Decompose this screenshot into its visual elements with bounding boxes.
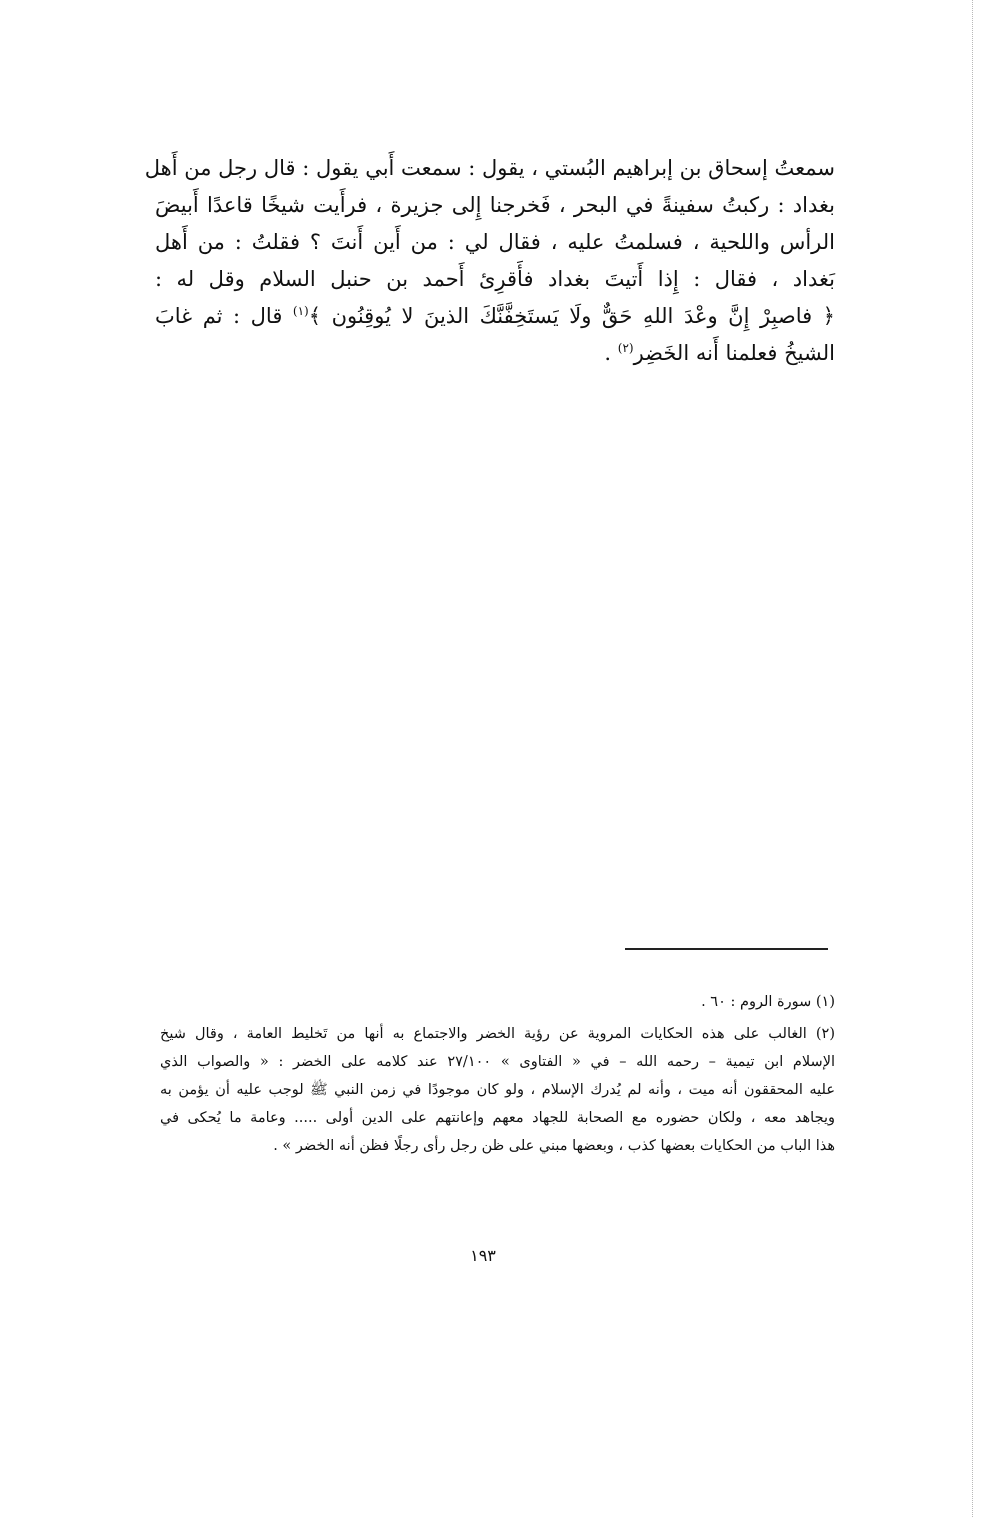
main-line-3: الرأس واللحية ، فسلمتُ عليه ، فقال لي : من أَين أَنتَ ؟ فقلتُ : من أَهل: [155, 230, 835, 254]
main-line-6-tail: .: [604, 341, 618, 365]
main-line-6-text: الشيخُ فعلمنا أَنه الخَضِر: [633, 341, 835, 365]
footnote-2-line-3: عليه المحققون أنه ميت ، وأنه لم يُدرك الإسلام ، ولو كان موجودًا في زمن النبي ﷺ لوجب عليه أن يؤمن به: [160, 1082, 835, 1098]
main-paragraph: [144, 150, 835, 372]
quran-verse: ﴿ فاصبِرْ إِنَّ وعْدَ اللهِ حَقٌّ ولَا يَستَخِفَّنَّكَ الذينَ لا يُوقِنُون ﴾: [308, 304, 835, 328]
main-line-6: [155, 335, 835, 372]
main-line-5-tail: قال : ثم غابَ: [155, 304, 293, 328]
main-line-4: بَغداد ، فقال : إِذا أَتيتَ بغداد فأَقرِئ أَحمد بن حنبل السلام وقل له :: [155, 267, 835, 291]
footnote-ref-2: (٢): [617, 341, 634, 355]
footnote-1-text: (١) سورة الروم : ٦٠ .: [701, 994, 835, 1010]
footnote-2-line-5: هذا الباب من الحكايات بعضها كذب ، وبعضها مبني على ظن رجل رأى رجلًا فظن أنه الخضر » .: [273, 1138, 835, 1154]
footnote-ref-1: (١): [292, 304, 309, 318]
footnote-2-line-4: ويجاهد معه ، ولكان حضوره مع الصحابة للجهاد معهم وإعانتهم على الدين أولى ..... وعامة ما يُحكى في: [160, 1110, 835, 1126]
main-line-1: سمعتُ إسحاق بن إبراهيم البُستي ، يقول : سمعت أَبي يقول : قال رجل من أَهل: [144, 156, 835, 180]
footnote-2: [160, 1020, 835, 1160]
main-line-5: [155, 298, 835, 335]
footnote-separator: [625, 948, 828, 950]
page-number: ١٩٣: [470, 1246, 496, 1265]
footnote-2-line-2: الإسلام ابن تيمية – رحمه الله – في « الفتاوى » ٢٧/١٠٠ عند كلامه على الخضر : « والصواب الذي: [160, 1054, 835, 1070]
main-text-block: [144, 150, 835, 372]
main-line-2: بغداد : ركبتُ سفينةً في البحر ، فَخرجنا إِلى جزيرة ، فرأَيت شيخًا قاعدًا أَبيضَ: [155, 193, 835, 217]
footnote-2-line-1: (٢) الغالب على هذه الحكايات المروية عن رؤية الخضر والاجتماع به أنها من تَخليط العامة ، وقال شيخ: [160, 1026, 835, 1042]
footnote-1: [160, 988, 835, 1016]
footnotes-block: [160, 988, 835, 1164]
scan-edge-line: [972, 0, 973, 1517]
